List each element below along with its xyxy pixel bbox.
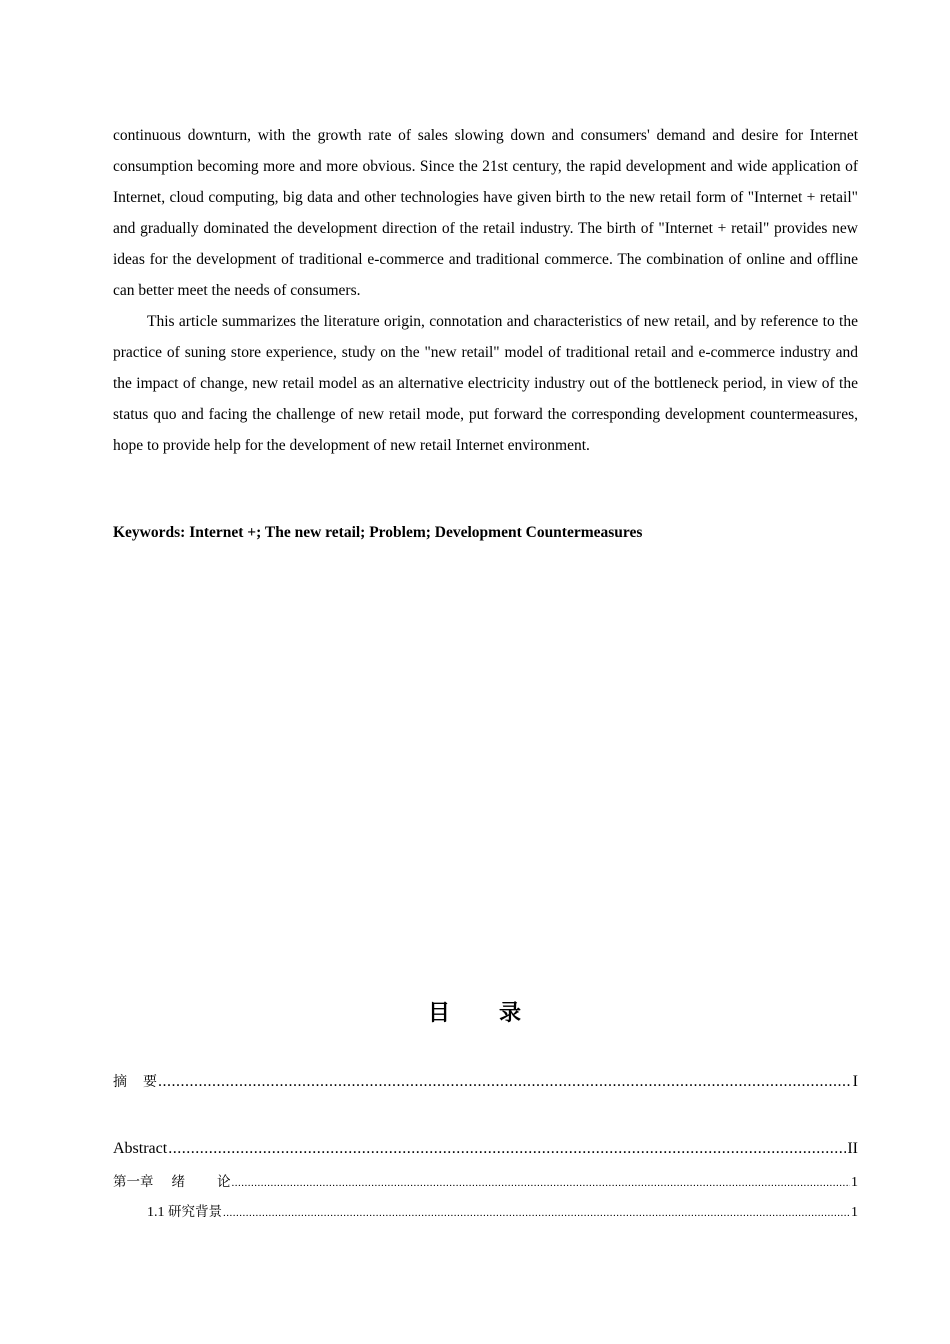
abstract-paragraph-1: continuous downturn, with the growth rate of sales slowing down and consumers' demand and desire for Internet consumption becoming more and more obvious. Since the 21st century, the rapid development and wide application of Internet, cloud computing, big data and other technologies have given birth to the new retail form of "Internet + retail" and gradually dominated the development direction of the retail industry. The birth of "Internet + retail" provides new ideas for the development of traditional e-commerce and traditional commerce. The combination of online and offline can better meet the needs of consumers. xyxy=(113,127,858,299)
toc-entry-abstract-en[interactable] xyxy=(113,1140,858,1158)
toc-title xyxy=(0,996,950,1027)
keywords-line: Keywords: Internet +; The new retail; Problem; Development Countermeasures xyxy=(113,524,643,541)
toc-title-char-1: 目 xyxy=(427,1001,451,1026)
toc-entry-page: 1 xyxy=(851,1205,858,1220)
toc-leader-dots xyxy=(232,1177,851,1189)
toc-entry-chapter-1[interactable] xyxy=(113,1170,858,1191)
toc-entry-page: I xyxy=(852,1073,858,1090)
toc-entry-label: 摘 要 xyxy=(113,1074,157,1090)
abstract-body xyxy=(113,120,858,461)
toc-entry-section-1-1[interactable] xyxy=(147,1200,858,1221)
toc-leader-dots xyxy=(223,1207,850,1219)
toc-entry-label: Abstract xyxy=(113,1140,168,1157)
abstract-paragraph-2: This article summarizes the literature origin, connotation and characteristics of new retail, and by reference to the practice of suning store experience, study on the "new retail" model of traditional retail and e-commerce industry and the impact of change, new retail model as an alternative electricity industry out of the bottleneck period, in view of the status quo and facing the challenge of new retail mode, put forward the corresponding development countermeasures, hope to provide help for the development of new retail Internet environment. xyxy=(113,313,858,454)
toc-leader-dots xyxy=(168,1140,846,1158)
toc-leader-dots xyxy=(158,1073,852,1091)
toc-entry-label: 1.1 研究背景 xyxy=(147,1204,222,1220)
toc-entry-page: 1 xyxy=(851,1175,858,1190)
toc-entry-page: II xyxy=(847,1140,858,1157)
toc-entry-label: 第一章 绪 论 xyxy=(113,1174,231,1190)
toc-entry-abstract-cn[interactable] xyxy=(113,1071,858,1091)
toc-title-char-2: 录 xyxy=(499,1001,523,1026)
